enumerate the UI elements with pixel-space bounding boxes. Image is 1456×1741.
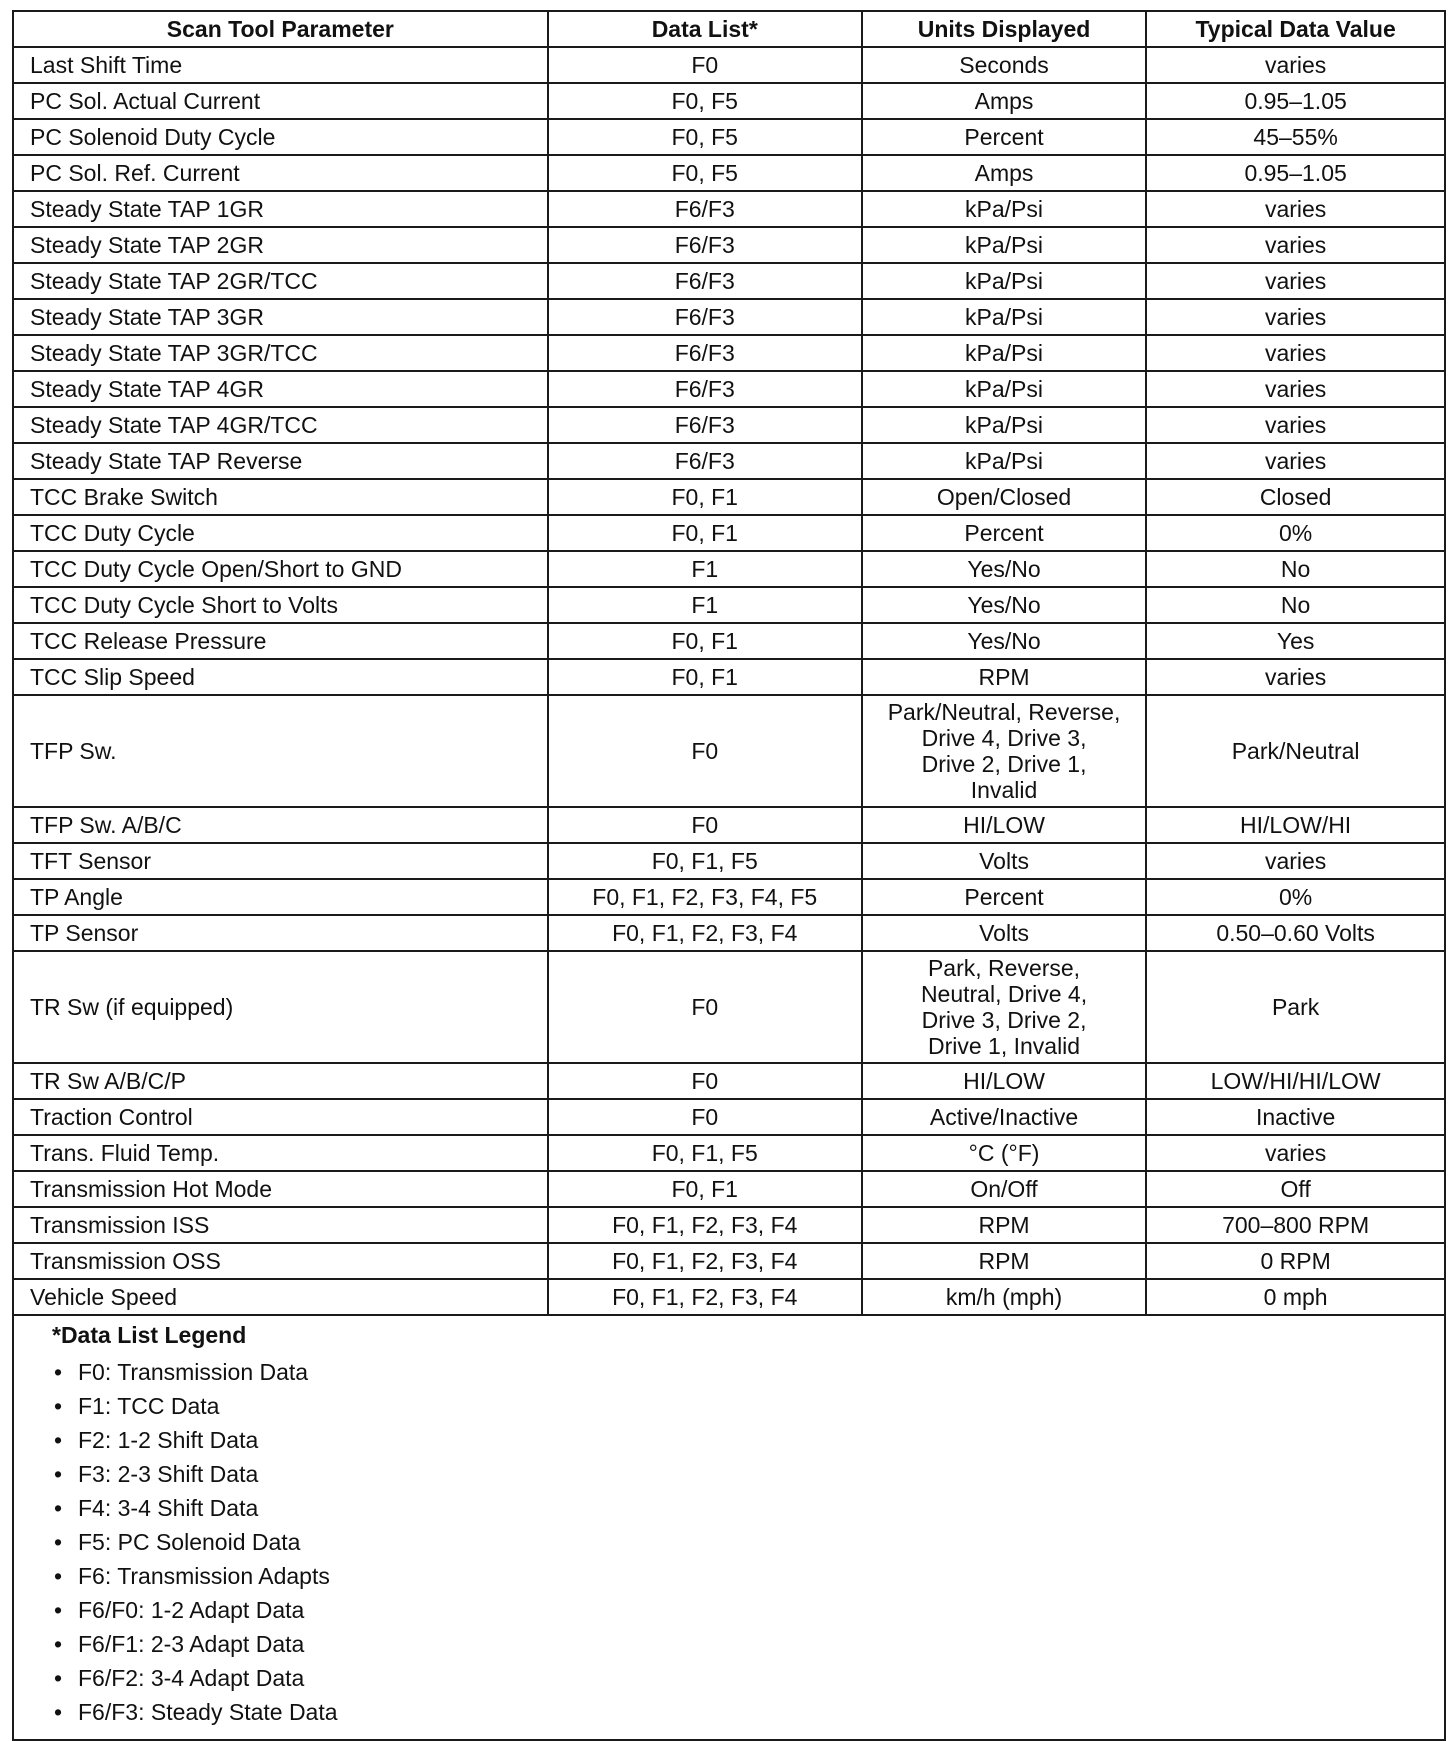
cell-data-list: F6/F3 xyxy=(548,263,862,299)
cell-line: Invalid xyxy=(970,777,1038,803)
cell-units: HI/LOW xyxy=(862,1063,1146,1099)
cell-data-list: F6/F3 xyxy=(548,371,862,407)
cell-typical-value: varies xyxy=(1146,299,1445,335)
bullet-icon: • xyxy=(54,1631,63,1657)
cell-line: Drive 1, Invalid xyxy=(927,1033,1081,1059)
cell-typical-value: Yes xyxy=(1146,623,1445,659)
legend-item-text: F5: PC Solenoid Data xyxy=(78,1529,301,1555)
table-row xyxy=(13,227,1445,263)
legend-item-text: F0: Transmission Data xyxy=(78,1359,309,1385)
cell-parameter: Steady State TAP 2GR/TCC xyxy=(13,263,548,299)
cell-parameter: Steady State TAP 2GR xyxy=(13,227,548,263)
legend-item-text: F4: 3-4 Shift Data xyxy=(78,1495,259,1521)
scan-tool-parameter-table xyxy=(12,10,1446,1741)
cell-parameter: TCC Brake Switch xyxy=(13,479,548,515)
cell-data-list: F0, F1 xyxy=(548,623,862,659)
cell-parameter: TCC Duty Cycle xyxy=(13,515,548,551)
bullet-icon: • xyxy=(54,1597,63,1623)
cell-parameter: PC Sol. Ref. Current xyxy=(13,155,548,191)
table-row xyxy=(13,407,1445,443)
cell-typical-value: varies xyxy=(1146,47,1445,83)
legend-item-text: F6/F3: Steady State Data xyxy=(78,1699,338,1725)
cell-units: kPa/Psi xyxy=(862,443,1146,479)
legend-item xyxy=(54,1525,1444,1559)
table-row xyxy=(13,551,1445,587)
cell-data-list: F0 xyxy=(548,807,862,843)
table-row xyxy=(13,915,1445,951)
cell-units xyxy=(862,951,1146,1063)
cell-data-list: F0, F1 xyxy=(548,479,862,515)
cell-parameter: Transmission Hot Mode xyxy=(13,1171,548,1207)
cell-data-list: F6/F3 xyxy=(548,299,862,335)
cell-data-list: F0 xyxy=(548,47,862,83)
legend-item-text: F6: Transmission Adapts xyxy=(78,1563,330,1589)
cell-parameter: Transmission OSS xyxy=(13,1243,548,1279)
cell-data-list: F6/F3 xyxy=(548,443,862,479)
table-row xyxy=(13,515,1445,551)
cell-units: RPM xyxy=(862,1243,1146,1279)
cell-units: Amps xyxy=(862,83,1146,119)
cell-typical-value: varies xyxy=(1146,371,1445,407)
cell-parameter: TFT Sensor xyxy=(13,843,548,879)
table-row xyxy=(13,1279,1445,1315)
table-row xyxy=(13,807,1445,843)
cell-data-list: F0 xyxy=(548,951,862,1063)
cell-data-list: F0 xyxy=(548,695,862,807)
table-row xyxy=(13,1063,1445,1099)
cell-parameter: Steady State TAP 4GR xyxy=(13,371,548,407)
cell-parameter: TR Sw (if equipped) xyxy=(13,951,548,1063)
table-row xyxy=(13,879,1445,915)
cell-data-list: F0, F1, F2, F3, F4 xyxy=(548,1207,862,1243)
cell-units: Percent xyxy=(862,879,1146,915)
legend-item xyxy=(54,1627,1444,1661)
legend-item-text: F6/F2: 3-4 Adapt Data xyxy=(78,1665,305,1691)
table-row xyxy=(13,299,1445,335)
table-body xyxy=(13,47,1445,1315)
cell-typical-value: HI/LOW/HI xyxy=(1146,807,1445,843)
cell-parameter: TCC Duty Cycle Open/Short to GND xyxy=(13,551,548,587)
cell-parameter: TR Sw A/B/C/P xyxy=(13,1063,548,1099)
cell-data-list: F1 xyxy=(548,551,862,587)
cell-typical-value: varies xyxy=(1146,443,1445,479)
legend-item xyxy=(54,1355,1444,1389)
bullet-icon: • xyxy=(54,1495,63,1521)
legend-item xyxy=(54,1593,1444,1627)
cell-units xyxy=(862,695,1146,807)
cell-units: kPa/Psi xyxy=(862,407,1146,443)
bullet-icon: • xyxy=(54,1427,63,1453)
cell-units: km/h (mph) xyxy=(862,1279,1146,1315)
legend-item-text: F6/F1: 2-3 Adapt Data xyxy=(78,1631,305,1657)
cell-typical-value: 700–800 RPM xyxy=(1146,1207,1445,1243)
table-row xyxy=(13,443,1445,479)
cell-data-list: F6/F3 xyxy=(548,407,862,443)
cell-data-list: F0, F1, F2, F3, F4 xyxy=(548,1243,862,1279)
cell-parameter: Steady State TAP 4GR/TCC xyxy=(13,407,548,443)
cell-parameter: TCC Release Pressure xyxy=(13,623,548,659)
cell-units: kPa/Psi xyxy=(862,191,1146,227)
cell-line: Park, Reverse, xyxy=(927,955,1081,981)
cell-parameter: Transmission ISS xyxy=(13,1207,548,1243)
table-row xyxy=(13,47,1445,83)
cell-units: kPa/Psi xyxy=(862,227,1146,263)
table-row xyxy=(13,1207,1445,1243)
legend-item xyxy=(54,1695,1444,1729)
bullet-icon: • xyxy=(54,1563,63,1589)
cell-units: kPa/Psi xyxy=(862,335,1146,371)
legend-item-text: F2: 1-2 Shift Data xyxy=(78,1427,259,1453)
cell-units: Volts xyxy=(862,915,1146,951)
cell-parameter: Steady State TAP 1GR xyxy=(13,191,548,227)
header-data-list: Data List* xyxy=(548,11,862,47)
cell-typical-value: No xyxy=(1146,551,1445,587)
table-row xyxy=(13,843,1445,879)
cell-typical-value: varies xyxy=(1146,263,1445,299)
cell-data-list: F0, F1, F2, F3, F4 xyxy=(548,1279,862,1315)
cell-typical-value: 0% xyxy=(1146,515,1445,551)
cell-parameter: TFP Sw. xyxy=(13,695,548,807)
cell-parameter: TP Angle xyxy=(13,879,548,915)
cell-units: Seconds xyxy=(862,47,1146,83)
cell-parameter: TCC Slip Speed xyxy=(13,659,548,695)
header-scan-tool-parameter: Scan Tool Parameter xyxy=(13,11,548,47)
cell-parameter: TP Sensor xyxy=(13,915,548,951)
cell-typical-value: varies xyxy=(1146,407,1445,443)
cell-units: Volts xyxy=(862,843,1146,879)
table-row xyxy=(13,371,1445,407)
cell-units: °C (°F) xyxy=(862,1135,1146,1171)
table-row xyxy=(13,951,1445,1063)
legend-item-text: F1: TCC Data xyxy=(78,1393,220,1419)
legend-item-text: F6/F0: 1-2 Adapt Data xyxy=(78,1597,305,1623)
cell-typical-value: 45–55% xyxy=(1146,119,1445,155)
cell-data-list: F0, F1, F5 xyxy=(548,843,862,879)
cell-units: kPa/Psi xyxy=(862,299,1146,335)
cell-data-list: F0 xyxy=(548,1099,862,1135)
cell-typical-value: Inactive xyxy=(1146,1099,1445,1135)
header-row xyxy=(13,11,1445,47)
cell-typical-value: varies xyxy=(1146,1135,1445,1171)
cell-typical-value: Park/Neutral xyxy=(1146,695,1445,807)
legend-item xyxy=(54,1559,1444,1593)
legend-item xyxy=(54,1389,1444,1423)
table-row xyxy=(13,263,1445,299)
cell-units: On/Off xyxy=(862,1171,1146,1207)
cell-typical-value: 0 RPM xyxy=(1146,1243,1445,1279)
cell-units: RPM xyxy=(862,1207,1146,1243)
table-row xyxy=(13,587,1445,623)
cell-parameter: Steady State TAP 3GR xyxy=(13,299,548,335)
legend-list xyxy=(52,1355,1444,1729)
cell-typical-value: Park xyxy=(1146,951,1445,1063)
cell-units: RPM xyxy=(862,659,1146,695)
table-row xyxy=(13,191,1445,227)
cell-typical-value: 0% xyxy=(1146,879,1445,915)
cell-data-list: F0, F5 xyxy=(548,155,862,191)
cell-data-list: F0, F1, F5 xyxy=(548,1135,862,1171)
cell-line: Park/Neutral, Reverse, xyxy=(887,699,1121,725)
legend-item xyxy=(54,1457,1444,1491)
cell-typical-value: varies xyxy=(1146,843,1445,879)
cell-data-list: F0, F1, F2, F3, F4, F5 xyxy=(548,879,862,915)
table-row xyxy=(13,83,1445,119)
cell-typical-value: 0 mph xyxy=(1146,1279,1445,1315)
cell-data-list: F0, F1 xyxy=(548,659,862,695)
scan-tool-data-sheet xyxy=(12,10,1446,1741)
cell-data-list: F6/F3 xyxy=(548,191,862,227)
cell-data-list: F0, F5 xyxy=(548,83,862,119)
cell-units: HI/LOW xyxy=(862,807,1146,843)
cell-line: Drive 4, Drive 3, xyxy=(921,725,1087,751)
table-row xyxy=(13,659,1445,695)
legend-item-text: F3: 2-3 Shift Data xyxy=(78,1461,259,1487)
cell-typical-value: No xyxy=(1146,587,1445,623)
cell-data-list: F0, F1 xyxy=(548,515,862,551)
cell-data-list: F0, F1 xyxy=(548,1171,862,1207)
table-row xyxy=(13,335,1445,371)
cell-line: Drive 3, Drive 2, xyxy=(921,1007,1087,1033)
bullet-icon: • xyxy=(54,1665,63,1691)
cell-parameter: TFP Sw. A/B/C xyxy=(13,807,548,843)
legend-title: *Data List Legend xyxy=(52,1322,247,1348)
table-row xyxy=(13,479,1445,515)
cell-parameter: TCC Duty Cycle Short to Volts xyxy=(13,587,548,623)
cell-line: Drive 2, Drive 1, xyxy=(921,751,1087,777)
cell-data-list: F1 xyxy=(548,587,862,623)
cell-parameter: Steady State TAP Reverse xyxy=(13,443,548,479)
cell-typical-value: Closed xyxy=(1146,479,1445,515)
cell-units: kPa/Psi xyxy=(862,263,1146,299)
cell-data-list: F0, F5 xyxy=(548,119,862,155)
cell-units: Amps xyxy=(862,155,1146,191)
table-row xyxy=(13,1243,1445,1279)
cell-typical-value: varies xyxy=(1146,335,1445,371)
cell-typical-value: 0.95–1.05 xyxy=(1146,155,1445,191)
bullet-icon: • xyxy=(54,1359,63,1385)
table-row xyxy=(13,1171,1445,1207)
cell-parameter: Traction Control xyxy=(13,1099,548,1135)
header-units-displayed: Units Displayed xyxy=(862,11,1146,47)
cell-units: Yes/No xyxy=(862,551,1146,587)
cell-line: Neutral, Drive 4, xyxy=(920,981,1088,1007)
legend-item xyxy=(54,1491,1444,1525)
bullet-icon: • xyxy=(54,1461,63,1487)
cell-units: Active/Inactive xyxy=(862,1099,1146,1135)
cell-units: Percent xyxy=(862,119,1146,155)
cell-parameter: Steady State TAP 3GR/TCC xyxy=(13,335,548,371)
table-row xyxy=(13,623,1445,659)
cell-data-list: F0, F1, F2, F3, F4 xyxy=(548,915,862,951)
table-row xyxy=(13,1099,1445,1135)
cell-typical-value: LOW/HI/HI/LOW xyxy=(1146,1063,1445,1099)
bullet-icon: • xyxy=(54,1699,63,1725)
legend-item xyxy=(54,1423,1444,1457)
table-row xyxy=(13,119,1445,155)
cell-data-list: F6/F3 xyxy=(548,227,862,263)
table-row xyxy=(13,695,1445,807)
cell-typical-value: varies xyxy=(1146,227,1445,263)
data-list-legend xyxy=(13,1315,1445,1740)
bullet-icon: • xyxy=(54,1393,63,1419)
cell-typical-value: 0.95–1.05 xyxy=(1146,83,1445,119)
cell-units: kPa/Psi xyxy=(862,371,1146,407)
cell-parameter: PC Sol. Actual Current xyxy=(13,83,548,119)
cell-parameter: Last Shift Time xyxy=(13,47,548,83)
cell-units: Yes/No xyxy=(862,587,1146,623)
cell-units: Open/Closed xyxy=(862,479,1146,515)
cell-units: Yes/No xyxy=(862,623,1146,659)
header-typical-data-value: Typical Data Value xyxy=(1146,11,1445,47)
cell-typical-value: varies xyxy=(1146,191,1445,227)
cell-parameter: PC Solenoid Duty Cycle xyxy=(13,119,548,155)
cell-units: Percent xyxy=(862,515,1146,551)
legend-row xyxy=(13,1315,1445,1740)
cell-typical-value: 0.50–0.60 Volts xyxy=(1146,915,1445,951)
cell-data-list: F6/F3 xyxy=(548,335,862,371)
cell-parameter: Vehicle Speed xyxy=(13,1279,548,1315)
cell-typical-value: varies xyxy=(1146,659,1445,695)
bullet-icon: • xyxy=(54,1529,63,1555)
cell-typical-value: Off xyxy=(1146,1171,1445,1207)
legend-item xyxy=(54,1661,1444,1695)
table-row xyxy=(13,155,1445,191)
cell-data-list: F0 xyxy=(548,1063,862,1099)
cell-parameter: Trans. Fluid Temp. xyxy=(13,1135,548,1171)
table-row xyxy=(13,1135,1445,1171)
